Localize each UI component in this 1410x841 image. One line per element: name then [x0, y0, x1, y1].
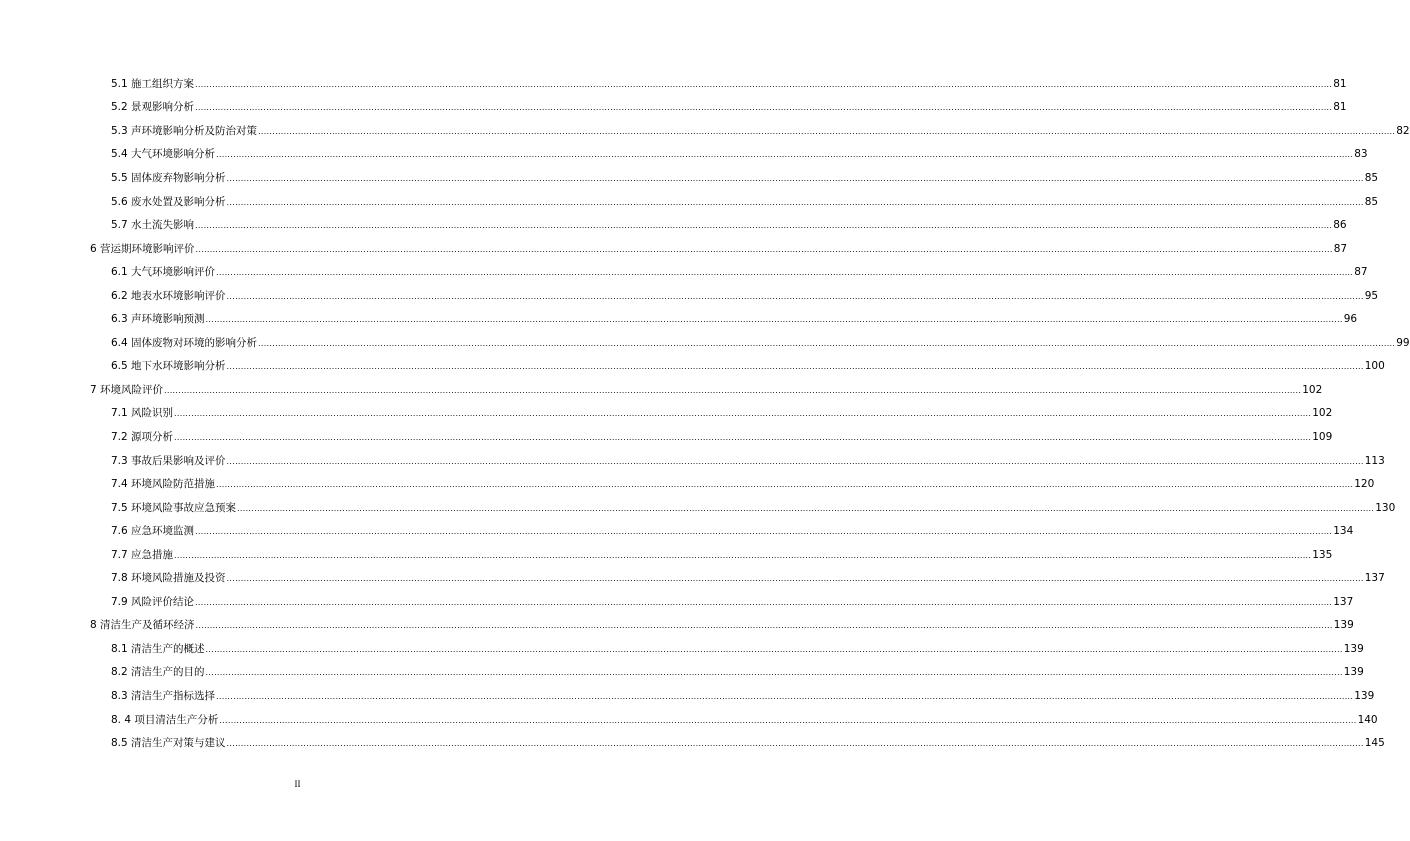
table-of-contents [0, 72, 1410, 755]
toc-entry-page-number: 87 [1354, 266, 1368, 279]
toc-leader-dots: ................................................................................................................................................................................................................................................................................................................................................................................................................ [226, 173, 1364, 183]
toc-entry[interactable] [0, 72, 1347, 96]
toc-entry[interactable] [0, 661, 1364, 685]
toc-entry-page-number: 113 [1364, 454, 1385, 467]
toc-entry-title: 5.5 固体废弃物影响分析 [111, 171, 226, 184]
toc-entry-page-number: 140 [1357, 713, 1378, 726]
toc-entry[interactable] [0, 355, 1385, 379]
toc-leader-dots: ................................................................................................................................................................................................................................................................................................................................................................................................................ [216, 150, 1354, 160]
toc-leader-dots: ................................................................................................................................................................................................................................................................................................................................................................................................................ [205, 644, 1343, 654]
toc-entry-title: 8.1 清洁生产的概述 [111, 642, 205, 655]
toc-leader-dots: ................................................................................................................................................................................................................................................................................................................................................................................................................ [216, 691, 1354, 701]
toc-entry[interactable] [0, 425, 1333, 449]
toc-entry[interactable] [0, 449, 1385, 473]
toc-entry-page-number: 85 [1364, 171, 1379, 184]
toc-entry[interactable] [0, 519, 1354, 543]
toc-entry[interactable] [0, 708, 1378, 732]
toc-entry-title: 8.2 清洁生产的目的 [111, 666, 205, 679]
toc-entry-title: 5.6 废水处置及影响分析 [111, 195, 226, 208]
toc-entry[interactable] [0, 637, 1364, 661]
toc-leader-dots: ................................................................................................................................................................................................................................................................................................................................................................................................................ [195, 621, 1333, 631]
toc-leader-dots: ................................................................................................................................................................................................................................................................................................................................................................................................................ [258, 126, 1396, 136]
toc-leader-dots: ................................................................................................................................................................................................................................................................................................................................................................................................................ [205, 315, 1343, 325]
toc-entry-page-number: 139 [1343, 642, 1364, 655]
toc-entry-title: 7.4 环境风险防范措施 [111, 478, 216, 491]
toc-entry-title: 6.2 地表水环境影响评价 [111, 289, 226, 302]
toc-leader-dots: ................................................................................................................................................................................................................................................................................................................................................................................................................ [258, 338, 1396, 348]
toc-entry-title: 7.7 应急措施 [111, 548, 174, 561]
toc-entry-page-number: 86 [1333, 219, 1347, 232]
toc-leader-dots: ................................................................................................................................................................................................................................................................................................................................................................................................................ [226, 197, 1364, 207]
toc-entry[interactable] [0, 496, 1396, 520]
toc-entry-title: 7.5 环境风险事故应急预案 [111, 501, 237, 514]
toc-entry[interactable] [0, 378, 1323, 402]
toc-entry-page-number: 139 [1333, 619, 1354, 632]
toc-entry[interactable] [0, 566, 1385, 590]
toc-entry-title: 7.9 风险评价结论 [111, 595, 195, 608]
toc-entry[interactable] [0, 590, 1354, 614]
toc-entry-title: 8 清洁生产及循环经济 [90, 619, 195, 632]
toc-entry[interactable] [0, 237, 1348, 261]
toc-leader-dots: ................................................................................................................................................................................................................................................................................................................................................................................................................ [226, 362, 1364, 372]
toc-leader-dots: ................................................................................................................................................................................................................................................................................................................................................................................................................ [174, 432, 1312, 442]
toc-leader-dots: ................................................................................................................................................................................................................................................................................................................................................................................................................ [226, 291, 1364, 301]
toc-entry-title: 6.5 地下水环境影响分析 [111, 360, 226, 373]
toc-entry[interactable] [0, 331, 1410, 355]
toc-entry[interactable] [0, 614, 1354, 638]
toc-leader-dots: ................................................................................................................................................................................................................................................................................................................................................................................................................ [226, 456, 1364, 466]
toc-entry-page-number: 100 [1364, 360, 1385, 373]
toc-entry-page-number: 81 [1333, 101, 1347, 114]
toc-entry-title: 5.3 声环境影响分析及防治对策 [111, 124, 258, 137]
toc-entry-page-number: 109 [1312, 430, 1333, 443]
toc-entry-page-number: 139 [1343, 666, 1364, 679]
toc-entry-page-number: 87 [1333, 242, 1348, 255]
toc-entry[interactable] [0, 190, 1379, 214]
toc-entry-title: 6 营运期环境影响评价 [90, 242, 195, 255]
toc-leader-dots: ................................................................................................................................................................................................................................................................................................................................................................................................................ [226, 739, 1364, 749]
toc-entry[interactable] [0, 119, 1410, 143]
toc-entry-title: 7 环境风险评价 [90, 383, 164, 396]
toc-entry-page-number: 137 [1364, 572, 1385, 585]
toc-entry-title: 7.1 风险识别 [111, 407, 174, 420]
toc-entry[interactable] [0, 472, 1375, 496]
page-footer-number: II [294, 779, 301, 789]
toc-leader-dots: ................................................................................................................................................................................................................................................................................................................................................................................................................ [219, 715, 1357, 725]
toc-entry-page-number: 137 [1333, 595, 1354, 608]
toc-entry-title: 7.3 事故后果影响及评价 [111, 454, 226, 467]
toc-entry-page-number: 96 [1343, 313, 1358, 326]
toc-entry-title: 7.6 应急环境监测 [111, 525, 195, 538]
toc-entry[interactable] [0, 166, 1379, 190]
toc-entry[interactable] [0, 260, 1368, 284]
toc-entry-title: 7.8 环境风险措施及投资 [111, 572, 226, 585]
toc-entry[interactable] [0, 684, 1375, 708]
toc-leader-dots: ................................................................................................................................................................................................................................................................................................................................................................................................................ [216, 480, 1354, 490]
toc-entry-page-number: 83 [1354, 148, 1368, 161]
toc-entry-page-number: 130 [1375, 501, 1396, 514]
toc-entry-title: 5.1 施工组织方案 [111, 77, 195, 90]
toc-entry-title: 5.2 景观影响分析 [111, 101, 195, 114]
toc-entry-title: 8.3 清洁生产指标选择 [111, 689, 216, 702]
toc-entry-title: 8.5 清洁生产对策与建议 [111, 737, 226, 750]
toc-entry-page-number: 95 [1364, 289, 1379, 302]
toc-leader-dots: ................................................................................................................................................................................................................................................................................................................................................................................................................ [164, 385, 1302, 395]
toc-leader-dots: ................................................................................................................................................................................................................................................................................................................................................................................................................ [174, 550, 1312, 560]
toc-leader-dots: ................................................................................................................................................................................................................................................................................................................................................................................................................ [195, 244, 1333, 254]
toc-entry[interactable] [0, 284, 1379, 308]
toc-entry-page-number: 134 [1333, 525, 1354, 538]
toc-leader-dots: ................................................................................................................................................................................................................................................................................................................................................................................................................ [195, 79, 1333, 89]
toc-leader-dots: ................................................................................................................................................................................................................................................................................................................................................................................................................ [195, 103, 1333, 113]
toc-entry-page-number: 102 [1312, 407, 1333, 420]
toc-entry-title: 6.1 大气环境影响评价 [111, 266, 216, 279]
toc-entry[interactable] [0, 402, 1333, 426]
toc-leader-dots: ................................................................................................................................................................................................................................................................................................................................................................................................................ [237, 503, 1375, 513]
toc-entry-page-number: 85 [1364, 195, 1379, 208]
toc-leader-dots: ................................................................................................................................................................................................................................................................................................................................................................................................................ [195, 221, 1333, 231]
toc-entry-title: 5.7 水土流失影响 [111, 219, 195, 232]
toc-leader-dots: ................................................................................................................................................................................................................................................................................................................................................................................................................ [195, 597, 1333, 607]
toc-leader-dots: ................................................................................................................................................................................................................................................................................................................................................................................................................ [226, 574, 1364, 584]
toc-entry-title: 6.4 固体废物对环境的影响分析 [111, 336, 258, 349]
toc-entry-page-number: 135 [1312, 548, 1333, 561]
toc-entry[interactable] [0, 731, 1385, 755]
toc-leader-dots: ................................................................................................................................................................................................................................................................................................................................................................................................................ [174, 409, 1312, 419]
toc-entry-page-number: 81 [1333, 77, 1347, 90]
toc-entry-page-number: 82 [1396, 124, 1410, 137]
toc-entry-page-number: 145 [1364, 737, 1385, 750]
toc-entry-page-number: 102 [1302, 383, 1323, 396]
toc-entry-page-number: 99 [1396, 336, 1410, 349]
toc-leader-dots: ................................................................................................................................................................................................................................................................................................................................................................................................................ [195, 527, 1333, 537]
toc-entry[interactable] [0, 213, 1347, 237]
toc-entry[interactable] [0, 307, 1358, 331]
toc-entry-title: 8. 4 项目清洁生产分析 [111, 713, 219, 726]
toc-entry[interactable] [0, 143, 1368, 167]
toc-entry[interactable] [0, 543, 1333, 567]
toc-leader-dots: ................................................................................................................................................................................................................................................................................................................................................................................................................ [205, 668, 1343, 678]
toc-entry[interactable] [0, 96, 1347, 120]
toc-entry-title: 5.4 大气环境影响分析 [111, 148, 216, 161]
toc-entry-title: 7.2 源项分析 [111, 430, 174, 443]
toc-entry-title: 6.3 声环境影响预测 [111, 313, 205, 326]
toc-entry-page-number: 120 [1354, 478, 1375, 491]
toc-entry-page-number: 139 [1354, 689, 1375, 702]
toc-leader-dots: ................................................................................................................................................................................................................................................................................................................................................................................................................ [216, 268, 1354, 278]
